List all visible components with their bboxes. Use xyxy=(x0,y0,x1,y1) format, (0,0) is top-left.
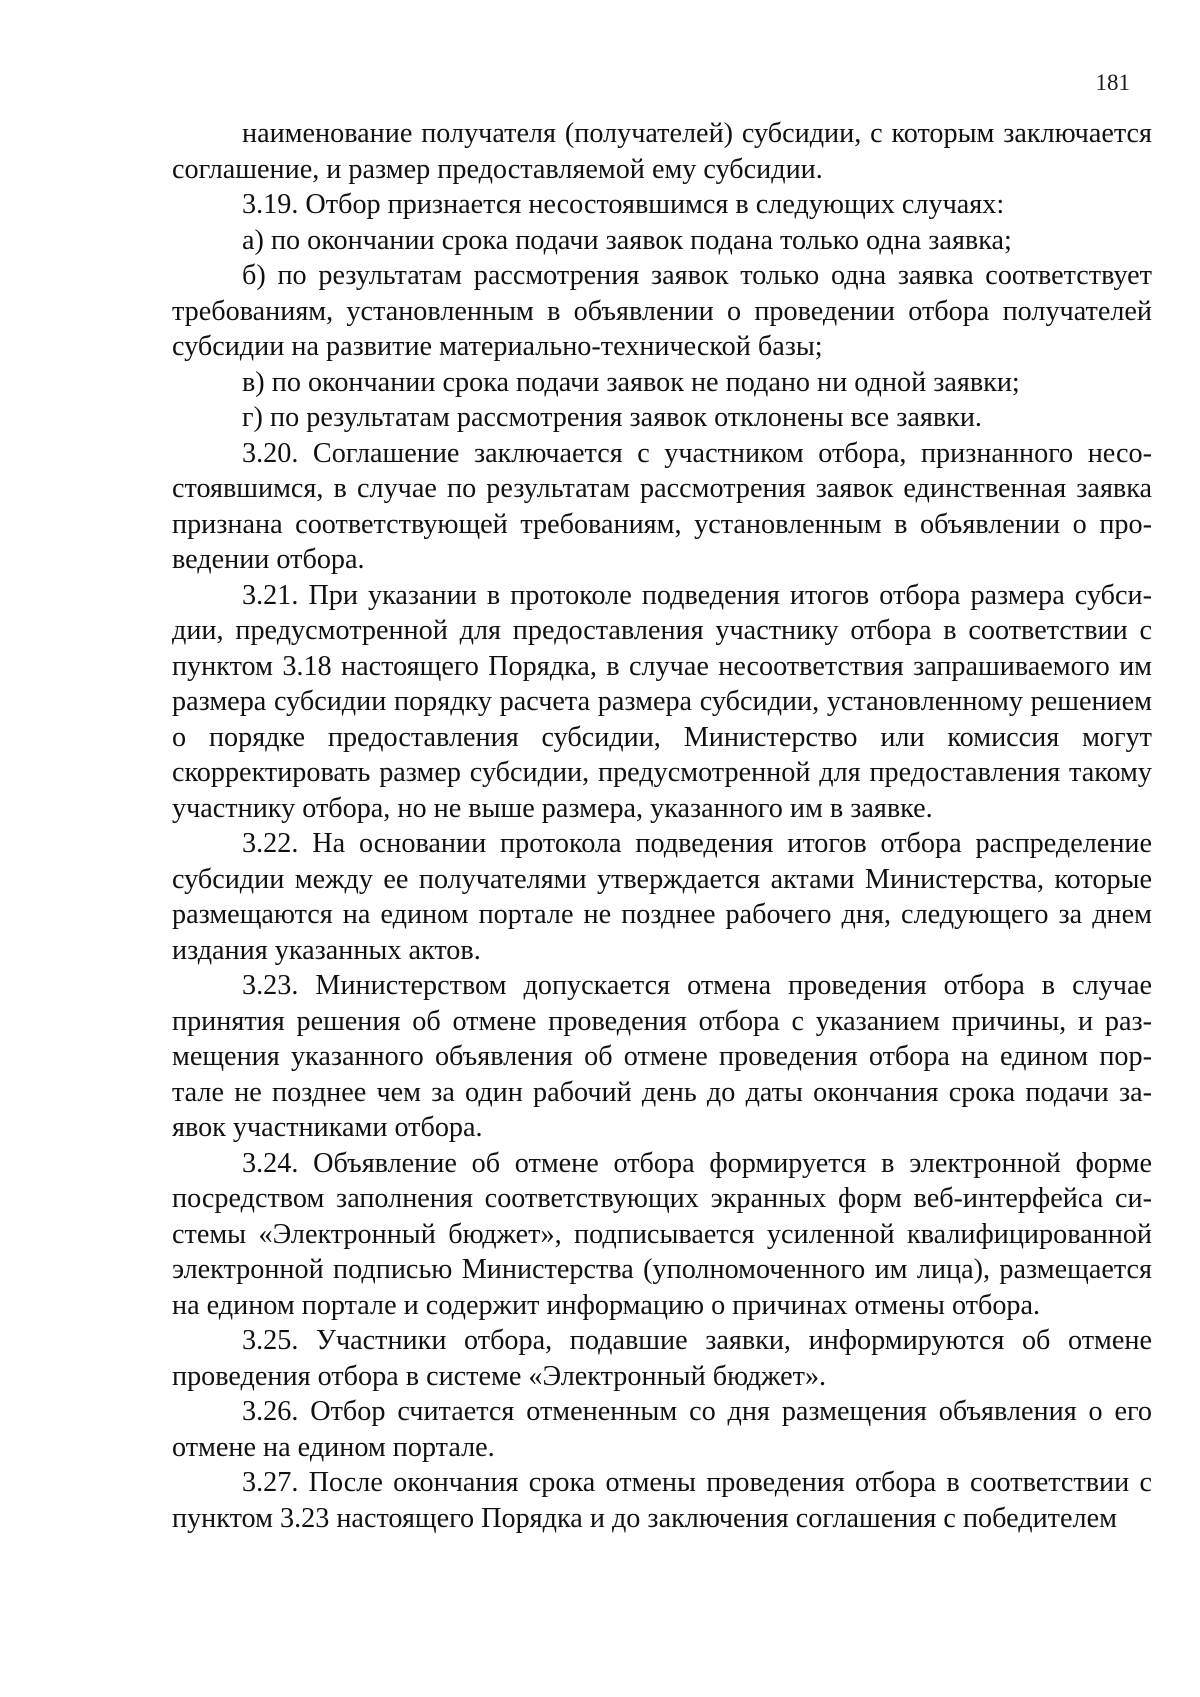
paragraph-recipient-name: наименование получателя (получателей) субсидии, с которым заключается соглашение, и размер предоставляемой ему субсидии. xyxy=(172,118,1152,185)
paragraph-3-19-g: г) по результатам рассмотрения заявок отклонены все заявки. xyxy=(242,402,982,433)
paragraph-3-19-v: в) по окончании срока подачи заявок не подано ни одной заявки; xyxy=(242,366,1020,398)
paragraph-3-23: 3.23. Министерством допускается отмена проведения отбора в случае принятия решения об отмене проведения отбора с указанием причины, и размещения указанного объявления об отмене проведения отбора на едином портале не позднее чем за один рабочий день до даты окончания срока подачи заявок участниками отбора. xyxy=(172,970,1152,1143)
paragraph-3-19-a: а) по окончании срока подачи заявок подана только одна заявка; xyxy=(242,224,1012,256)
paragraph-3-21: 3.21. При указании в протоколе подведения итогов отбора размера субсидии, предусмотренной для предоставления участнику отбора в соответствии с пунктом 3.18 настоящего Порядка, в случае несоответствия запрашиваемого им размера субсидии порядку расчета размера субсидии, установленному решением о порядке предоставления субсидии, Министерство или комиссия могут скорректировать размер субсидии, предусмотренной для предоставления такому участнику отбора, но не выше размера, указанного им в заявке. xyxy=(172,579,1152,824)
paragraph-3-26: 3.26. Отбор считается отмененным со дня размещения объявления о его отмене на едином портале. xyxy=(172,1396,1152,1463)
page-number: 181 xyxy=(1095,70,1130,95)
paragraph-3-27: 3.27. После окончания срока отмены проведения отбора в соответствии с пунктом 3.23 настоящего Порядка и до заключения соглашения с победителем xyxy=(172,1467,1152,1534)
paragraph-3-25: 3.25. Участники отбора, подавшие заявки, информируются об отмене проведения отбора в системе «Электронный бюджет». xyxy=(172,1325,1152,1392)
paragraph-3-19-b: б) по результатам рассмотрения заявок только одна заявка соответствует требованиям, установленным в объявлении о проведении отбора получателей субсидии на развитие материально-технической базы; xyxy=(172,260,1152,362)
paragraph-3-24: 3.24. Объявление об отмене отбора формируется в электронной форме посредством заполнения соответствующих экранных форм веб-интерфейса системы «Электронный бюджет», подписывается усиленной квалифицированной электронной подписью Министерства (уполномоченного им лица), размещается на едином портале и содержит информацию о причинах отмены отбора. xyxy=(172,1147,1152,1321)
document-body xyxy=(172,116,1152,1536)
paragraph-3-19: 3.19. Отбор признается несостоявшимся в следующих случаях: xyxy=(242,189,1005,220)
paragraph-3-22: 3.22. На основании протокола подведения итогов отбора распределение субсидии между ее получателями утверждается актами Министерства, которые размещаются на едином портале не позднее рабочего дня, следующего за днем издания указанных актов. xyxy=(172,828,1152,966)
paragraph-3-20: 3.20. Соглашение заключается с участником отбора, признанного несостоявшимся, в случае по результатам рассмотрения заявок единственная заявка признана соответствующей требованиям, установленным в объявлении о проведении отбора. xyxy=(172,437,1152,575)
